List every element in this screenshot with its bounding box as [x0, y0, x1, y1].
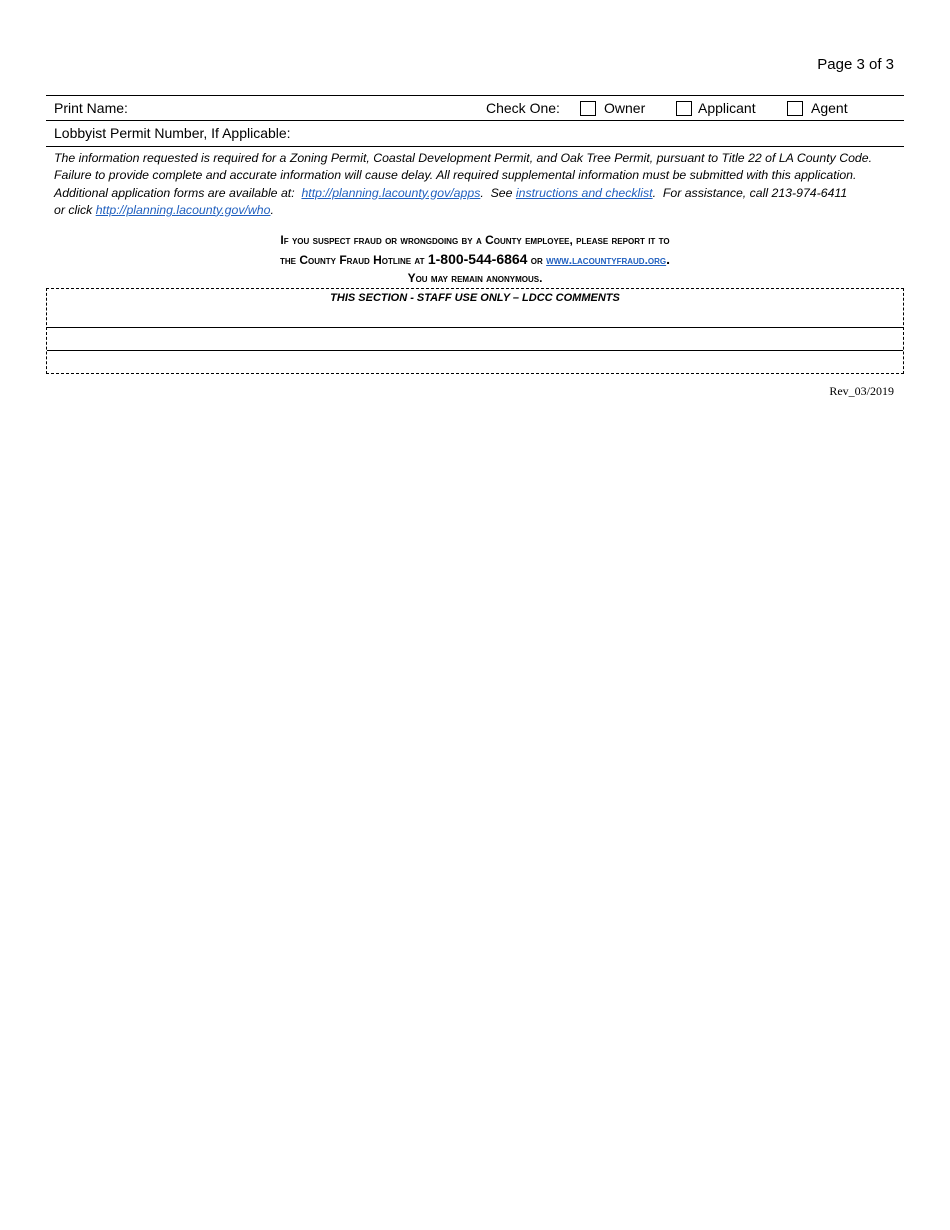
applicant-option-label: Applicant: [698, 100, 756, 116]
info-line-4-suffix: .: [270, 202, 274, 217]
owner-checkbox[interactable]: [580, 101, 596, 116]
owner-option-label: Owner: [604, 100, 646, 116]
agent-checkbox[interactable]: [787, 101, 803, 116]
print-name-row: [46, 95, 904, 121]
info-line-3: [54, 185, 896, 202]
signature-form: [46, 95, 904, 374]
lobbyist-permit-label: Lobbyist Permit Number, If Applicable:: [54, 125, 291, 141]
staff-comment-line-1[interactable]: [47, 328, 903, 351]
fraud-line-2: [46, 250, 904, 270]
print-name-label: Print Name:: [54, 100, 128, 116]
fraud-line-2-suffix: .: [666, 250, 671, 267]
staff-section-title: THIS SECTION - STAFF USE ONLY – LDCC COMMENTS: [47, 289, 903, 328]
info-line-3-prefix: Additional application forms are available at:: [54, 185, 302, 200]
page-number: Page 3 of 3: [817, 56, 894, 73]
info-line-2: Failure to provide complete and accurate information will cause delay. All required supplemental information must be submitted with this application.: [54, 168, 857, 183]
fraud-website-link[interactable]: www.lacountyfraud.org: [546, 252, 667, 267]
fraud-hotline-number: 1-800-544-6864: [427, 250, 528, 267]
info-line-4-prefix: or click: [54, 202, 96, 217]
fraud-line-1: If you suspect fraud or wrongdoing by a County employee, please report it to: [280, 233, 670, 248]
fraud-line-3: You may remain anonymous.: [407, 271, 543, 286]
info-line-3-suffix: . For assistance, call 213-974-6411: [652, 185, 848, 200]
permit-information-text: [46, 147, 904, 223]
applicant-checkbox[interactable]: [676, 101, 692, 116]
who-link[interactable]: http://planning.lacounty.gov/who: [95, 202, 271, 217]
fraud-line-2-or: or: [527, 252, 547, 267]
agent-option-label: Agent: [811, 100, 848, 116]
instructions-checklist-link[interactable]: instructions and checklist: [515, 185, 653, 200]
info-line-4: [54, 202, 896, 219]
apps-link[interactable]: http://planning.lacounty.gov/apps: [301, 185, 481, 200]
revision-label: Rev_03/2019: [829, 384, 894, 398]
fraud-notice: [46, 231, 904, 288]
lobbyist-row: [46, 121, 904, 147]
info-line-3-mid: . See: [480, 185, 516, 200]
fraud-line-2-prefix: the County Fraud Hotline at: [279, 252, 428, 267]
staff-use-section: [46, 288, 904, 374]
staff-comment-line-2[interactable]: [47, 351, 903, 373]
check-one-label: Check One:: [486, 100, 560, 116]
info-line-1: The information requested is required for a Zoning Permit, Coastal Development Permit, and Oak Tree Permit, pursuant to Title 22 of LA County Code.: [54, 151, 873, 165]
